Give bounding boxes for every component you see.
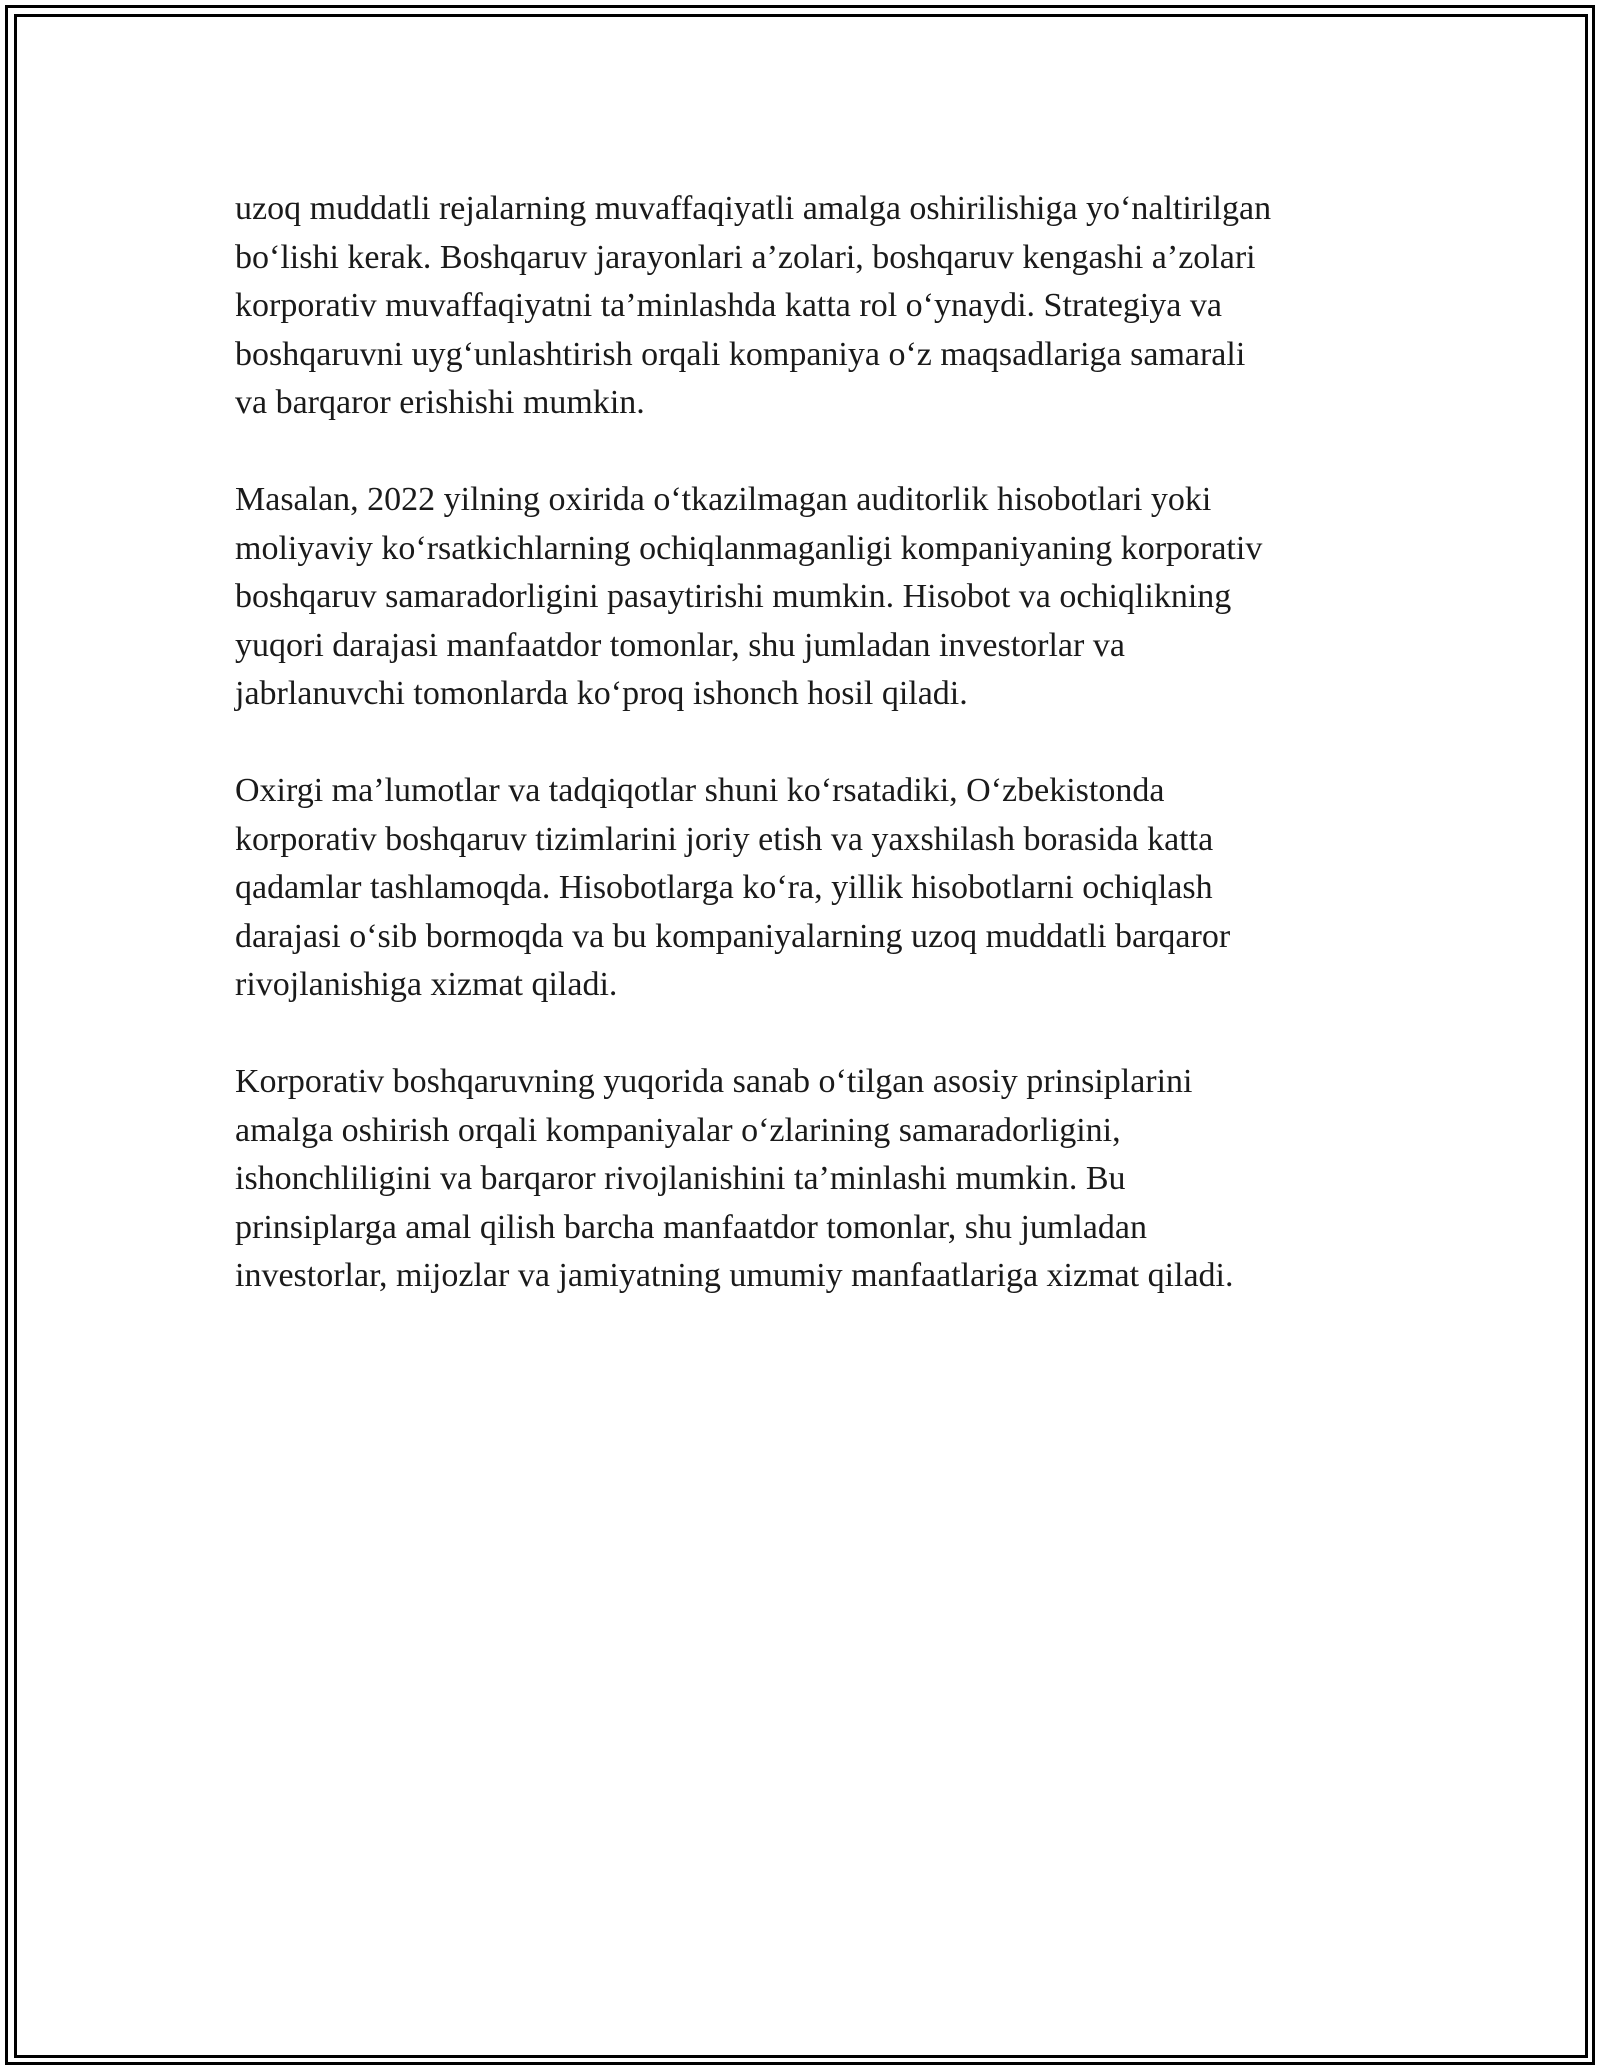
paragraph-line: boshqaruvni uyg‘unlashtirish orqali kompaniya o‘z maqsadlariga samarali xyxy=(235,335,1246,373)
document-body xyxy=(235,185,1375,1349)
paragraph-line: korporativ boshqaruv tizimlarini joriy etish va yaxshilash borasida katta xyxy=(235,820,1214,858)
paragraph-line: Masalan, 2022 yilning oxirida o‘tkazilmagan auditorlik hisobotlari yoki xyxy=(235,481,1212,518)
paragraph-3 xyxy=(235,767,1375,1010)
paragraph-line: darajasi o‘sib bormoqda va bu kompaniyalarning uzoq muddatli barqaror xyxy=(235,917,1231,955)
paragraph-line: Oxirgi ma’lumotlar va tadqiqotlar shuni ko‘rsatadiki, O‘zbekistonda xyxy=(235,772,1165,809)
paragraph-line: boshqaruv samaradorligini pasaytirishi mumkin. Hisobot va ochiqlikning xyxy=(235,578,1232,615)
paragraph-line: moliyaviy ko‘rsatkichlarning ochiqlanmaganligi kompaniyaning korporativ xyxy=(235,529,1263,567)
paragraph-4 xyxy=(235,1058,1375,1301)
paragraph-line: investorlar, mijozlar va jamiyatning umumiy manfaatlariga xizmat qiladi. xyxy=(235,1257,1234,1294)
paragraph-line: rivojlanishiga xizmat qiladi. xyxy=(235,966,618,1003)
paragraph-line: bo‘lishi kerak. Boshqaruv jarayonlari a’zolari, boshqaruv kengashi a’zolari xyxy=(235,238,1256,276)
paragraph-line: yuqori darajasi manfaatdor tomonlar, shu jumladan investorlar va xyxy=(235,626,1125,664)
paragraph-line: va barqaror erishishi mumkin. xyxy=(235,384,645,421)
paragraph-1 xyxy=(235,185,1375,428)
paragraph-line: jabrlanuvchi tomonlarda ko‘proq ishonch hosil qiladi. xyxy=(235,675,968,712)
paragraph-line: qadamlar tashlamoqda. Hisobotlarga ko‘ra, yillik hisobotlarni ochiqlash xyxy=(235,869,1213,906)
paragraph-line: uzoq muddatli rejalarning muvaffaqiyatli amalga oshirilishiga yo‘naltirilgan xyxy=(235,190,1272,227)
paragraph-2 xyxy=(235,476,1375,719)
paragraph-line: prinsiplarga amal qilish barcha manfaatdor tomonlar, shu jumladan xyxy=(235,1208,1147,1246)
paragraph-line: Korporativ boshqaruvning yuqorida sanab o‘tilgan asosiy prinsiplarini xyxy=(235,1063,1193,1100)
paragraph-line: amalga oshirish orqali kompaniyalar o‘zlarining samaradorligini, xyxy=(235,1111,1121,1149)
paragraph-line: ishonchliligini va barqaror rivojlanishini ta’minlashi mumkin. Bu xyxy=(235,1160,1126,1197)
paragraph-line: korporativ muvaffaqiyatni ta’minlashda katta rol o‘ynaydi. Strategiya va xyxy=(235,287,1222,324)
